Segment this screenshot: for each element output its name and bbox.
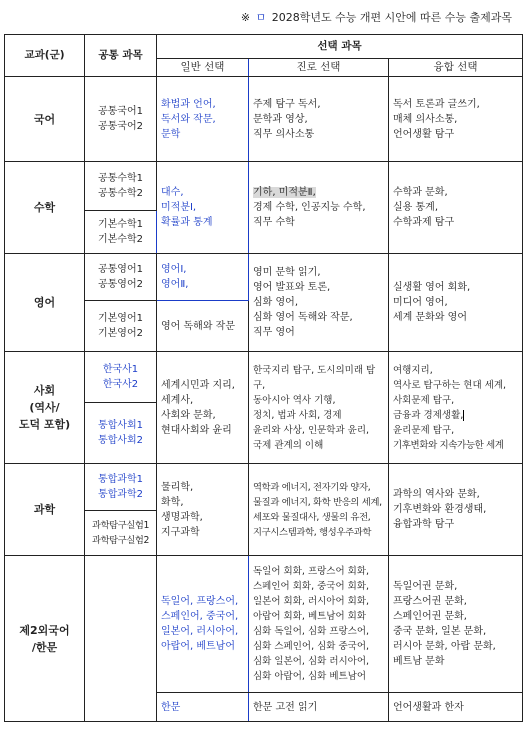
general-item: 아랍어, 베트남어 <box>161 641 235 652</box>
fusion-english <box>389 254 523 352</box>
common-item: 공통수학1 <box>97 173 143 184</box>
subject-foreign <box>5 556 85 722</box>
common-foreign-empty <box>85 556 157 722</box>
curriculum-table <box>4 34 523 722</box>
subject-line: 도덕 포함) <box>18 418 71 431</box>
common-english-b <box>85 301 157 352</box>
fusion-science <box>389 464 523 556</box>
fusion-korean <box>389 77 523 162</box>
career-item: 한국지리 탐구, 도시의미래 탐구, <box>253 364 376 391</box>
common-item: 통합사회2 <box>97 435 143 446</box>
career-item: 심화 일본어, 심화 러시아어, <box>253 656 370 667</box>
note-text: 2028학년도 수능 개편 시안에 따른 수능 출제과목 <box>271 11 512 24</box>
fusion-item: 윤리문제 탐구, <box>393 424 455 436</box>
career-item: 물질과 에너지, 화학 반응의 세계, <box>253 496 382 508</box>
row-math-a <box>5 162 523 211</box>
career-item: 영어 발표와 토론, <box>253 282 331 293</box>
common-item: 공통국어2 <box>97 121 143 132</box>
common-item: 한국사1 <box>102 364 139 375</box>
general-item: 대수, <box>161 187 184 198</box>
career-item: 주제 탐구 독서, <box>253 98 321 110</box>
general-item: 세계사, <box>161 394 194 406</box>
common-item: 기본수학1 <box>97 219 143 230</box>
general-math <box>157 162 249 254</box>
document-note <box>241 9 512 25</box>
header-career: 진로 선택 <box>249 58 389 76</box>
general-item: 화법과 언어, <box>161 98 216 110</box>
general-item: 확률과 통계 <box>161 217 213 228</box>
common-item: 통합과학1 <box>97 474 143 485</box>
fusion-social <box>389 352 523 464</box>
career-item: 국제 관계의 이해 <box>253 439 324 451</box>
fusion-foreign-b: 언어생활과 한자 <box>389 693 523 722</box>
career-item: 문학과 영상, <box>253 113 308 125</box>
career-item: 독일어 회화, 프랑스어 회화, <box>253 566 370 577</box>
common-item: 기본영어2 <box>97 328 143 339</box>
subject-korean: 국어 <box>5 77 85 162</box>
fusion-item: 독일어권 문화, <box>393 581 458 592</box>
career-math <box>249 162 389 254</box>
general-social <box>157 352 249 464</box>
row-english-a <box>5 254 523 301</box>
fusion-foreign-a <box>389 556 523 693</box>
header-common: 공통 과목 <box>85 35 157 77</box>
fusion-item: 스페인어권 문화, <box>393 611 467 622</box>
general-item: 스페인어, 중국어, <box>161 611 239 622</box>
common-item: 공통국어1 <box>97 106 143 117</box>
subject-line: (역사/ <box>29 401 60 414</box>
career-item: 직무 영어 <box>253 327 295 338</box>
career-item: 윤리와 사상, 인문학과 윤리, <box>253 424 370 436</box>
note-mark: ※ <box>240 11 251 24</box>
common-item: 공통영어2 <box>97 279 143 290</box>
fusion-item: 수학과제 탐구 <box>393 217 455 228</box>
fusion-item: 실용 통계, <box>393 202 438 213</box>
common-item: 공통수학2 <box>97 188 143 199</box>
common-item: 기본영어1 <box>97 313 143 324</box>
common-item: 한국사2 <box>102 379 139 390</box>
fusion-item: 매체 의사소통, <box>393 113 458 125</box>
fusion-item: 금융과 경제생활, <box>393 409 464 421</box>
row-korean <box>5 77 523 162</box>
general-item: 생명과학, <box>161 511 203 523</box>
fusion-item: 프랑스어권 문화, <box>393 596 467 607</box>
career-social <box>249 352 389 464</box>
fusion-item: 미디어 영어, <box>393 297 448 308</box>
common-item: 통합사회1 <box>97 420 143 431</box>
fusion-item: 역사로 탐구하는 현대 세계, <box>393 379 507 391</box>
career-item: 직무 의사소통 <box>253 128 315 140</box>
career-item: 심화 스페인어, 심화 중국어, <box>253 641 370 652</box>
career-item: 심화 영어 독해와 작문, <box>253 312 353 323</box>
fusion-item: 러시아 문화, 아랍 문화, <box>393 641 496 652</box>
header-general: 일반 선택 <box>157 58 249 76</box>
fusion-item: 기후변화와 환경생태, <box>393 504 487 515</box>
common-science-a <box>85 464 157 511</box>
fusion-item: 수학과 문화, <box>393 187 448 198</box>
subject-line: 사회 <box>33 384 56 397</box>
general-item: 사회와 문화, <box>161 409 216 421</box>
fusion-item: 여행지리, <box>393 364 433 376</box>
general-item: 지구과학 <box>161 526 200 538</box>
header-fusion: 융합 선택 <box>389 58 523 76</box>
common-item: 통합과학2 <box>97 489 143 500</box>
general-item: 영어Ⅰ, <box>161 264 187 275</box>
career-item: 일본어 회화, 러시아어 회화, <box>253 596 370 607</box>
fusion-item: 과학의 역사와 문화, <box>393 489 480 500</box>
common-social-a <box>85 352 157 403</box>
common-science-b <box>85 511 157 556</box>
career-item: 경제 수학, 인공지능 수학, <box>253 202 366 213</box>
general-item: 현대사회와 윤리 <box>161 424 232 436</box>
common-item: 과학탐구실험2 <box>92 535 149 546</box>
text-cursor <box>463 410 464 421</box>
header-row-1 <box>5 35 523 59</box>
general-item: 세계시민과 지리, <box>161 379 235 391</box>
general-item: 일본어, 러시아어, <box>161 626 239 637</box>
career-item: 심화 독일어, 심화 프랑스어, <box>253 626 370 637</box>
fusion-item: 실생활 영어 회화, <box>393 282 471 293</box>
career-item-highlighted: 기하, 미적분Ⅱ, <box>253 187 316 198</box>
general-item: 물리학, <box>161 481 194 493</box>
career-foreign-a <box>249 556 389 693</box>
career-item: 심화 아랍어, 심화 베트남어 <box>253 671 367 682</box>
career-item: 직무 수학 <box>253 217 295 228</box>
career-item: 역학과 에너지, 전자기와 양자, <box>253 481 371 493</box>
general-korean <box>157 77 249 162</box>
career-item: 심화 영어, <box>253 297 298 308</box>
common-item: 공통영어1 <box>97 264 143 275</box>
fusion-item: 언어생활 탐구 <box>393 128 455 140</box>
general-english-b: 영어 독해와 작문 <box>157 301 249 352</box>
subject-english: 영어 <box>5 254 85 352</box>
fusion-item: 세계 문화와 영어 <box>393 312 467 323</box>
common-math-b <box>85 211 157 254</box>
row-social-a <box>5 352 523 403</box>
common-social-b <box>85 403 157 464</box>
subject-line: /한문 <box>31 640 58 654</box>
common-math-a <box>85 162 157 211</box>
general-item: 독서와 작문, <box>161 113 216 125</box>
common-item: 기본수학2 <box>97 234 143 245</box>
career-item: 스페인어 회화, 중국어 회화, <box>253 581 370 592</box>
career-item: 정치, 법과 사회, 경제 <box>253 409 342 421</box>
fusion-item: 융합과학 탐구 <box>393 519 455 530</box>
general-item: 영어Ⅱ, <box>161 279 189 290</box>
career-english <box>249 254 389 352</box>
career-item: 영미 문학 읽기, <box>253 267 321 278</box>
fusion-item: 기후변화와 지속가능한 세계 <box>393 439 504 451</box>
fusion-item: 중국 문화, 일본 문화, <box>393 626 487 637</box>
subject-math: 수학 <box>5 162 85 254</box>
career-foreign-b: 한문 고전 읽기 <box>249 693 389 722</box>
fusion-item: 독서 토론과 글쓰기, <box>393 98 480 110</box>
row-foreign-a <box>5 556 523 693</box>
row-science-a <box>5 464 523 511</box>
career-science <box>249 464 389 556</box>
general-english-a <box>157 254 249 301</box>
general-foreign-a <box>157 556 249 693</box>
general-science <box>157 464 249 556</box>
general-foreign-b: 한문 <box>157 693 249 722</box>
general-item: 독일어, 프랑스어, <box>161 596 239 607</box>
header-subject-area: 교과(군) <box>5 35 85 77</box>
subject-social <box>5 352 85 464</box>
header-elective: 선택 과목 <box>157 35 523 59</box>
fusion-item: 사회문제 탐구, <box>393 394 455 406</box>
fusion-math <box>389 162 523 254</box>
general-item: 문학 <box>161 128 181 140</box>
career-item: 아랍어 회화, 베트남어 회화 <box>253 611 367 622</box>
career-item: 동아시아 역사 기행, <box>253 394 336 406</box>
common-korean <box>85 77 157 162</box>
career-item: 세포와 물질대사, 생물의 유전, <box>253 511 371 523</box>
common-item: 과학탐구실험1 <box>92 520 149 531</box>
general-item: 미적분Ⅰ, <box>161 202 197 213</box>
general-item: 화학, <box>161 496 184 508</box>
subject-line: 제2외국어 <box>19 623 70 637</box>
career-item: 지구시스템과학, 행성우주과학 <box>253 526 372 538</box>
subject-science: 과학 <box>5 464 85 556</box>
career-korean <box>249 77 389 162</box>
fusion-item: 베트남 문화 <box>393 656 445 667</box>
common-english-a <box>85 254 157 301</box>
note-box-glyph: ㅁ <box>255 11 267 24</box>
